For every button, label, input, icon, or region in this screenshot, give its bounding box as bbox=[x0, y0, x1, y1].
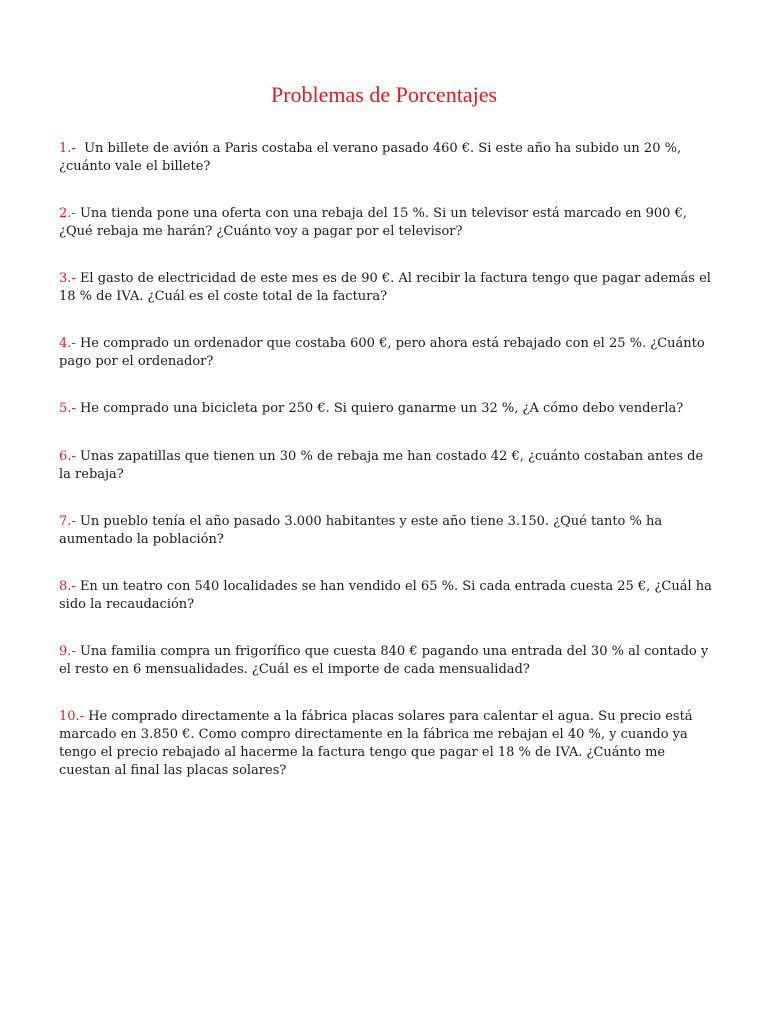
problem-text: Una familia compra un frigorífico que cuesta 840 € pagando una entrada del 30 % al contado y el resto en 6 mensualidades. ¿Cuál es el importe de cada mensualidad? bbox=[59, 644, 709, 677]
problem-number: 6.- bbox=[59, 449, 76, 464]
problem-number: 3.- bbox=[59, 271, 76, 286]
problem-2 bbox=[59, 205, 714, 241]
problem-number: 10.- bbox=[59, 709, 85, 724]
problem-text: He comprado un ordenador que costaba 600 €, pero ahora está rebajado con el 25 %. ¿Cuánto pago por el ordenador? bbox=[59, 336, 705, 369]
problem-6 bbox=[59, 448, 714, 484]
problem-text: El gasto de electricidad de este mes es de 90 €. Al recibir la factura tengo que pagar además el 18 % de IVA. ¿Cuál es el coste total de la factura? bbox=[59, 271, 711, 304]
problem-number: 1.- bbox=[59, 141, 76, 156]
problem-number: 4.- bbox=[59, 336, 76, 351]
problem-number: 5.- bbox=[59, 401, 76, 416]
problem-text: He comprado una bicicleta por 250 €. Si quiero ganarme un 32 %, ¿A cómo debo venderla? bbox=[79, 401, 684, 416]
problem-text: Una tienda pone una oferta con una rebaja del 15 %. Si un televisor está marcado en 900 €, ¿Qué rebaja me harán? ¿Cuánto voy a pagar por el televisor? bbox=[59, 206, 687, 239]
problem-number: 2.- bbox=[59, 206, 76, 221]
problem-number: 7.- bbox=[59, 514, 76, 529]
problem-number: 9.- bbox=[59, 644, 76, 659]
problem-text: Un billete de avión a Paris costaba el verano pasado 460 €. Si este año ha subido un 20 %, ¿cuánto vale el billete? bbox=[59, 141, 682, 174]
problem-9 bbox=[59, 643, 714, 679]
problem-text: En un teatro con 540 localidades se han vendido el 65 %. Si cada entrada cuesta 25 €, ¿Cuál ha sido la recaudación? bbox=[59, 579, 712, 612]
problem-1 bbox=[59, 140, 714, 176]
problem-text: He comprado directamente a la fábrica placas solares para calentar el agua. Su precio está marcado en 3.850 €. Como compro directamente en la fábrica me rebajan el 40 %, y cuando ya tengo el precio rebajado al hacerme la factura tengo que pagar el 18 % de IVA. ¿Cuánto me cuestan al final las placas solares? bbox=[59, 709, 693, 778]
problem-5 bbox=[59, 400, 714, 418]
problem-number: 8.- bbox=[59, 579, 76, 594]
problem-8 bbox=[59, 578, 714, 614]
problem-3 bbox=[59, 270, 714, 306]
page-title: Problemas de Porcentajes bbox=[270, 82, 498, 107]
problem-text: Un pueblo tenía el año pasado 3.000 habitantes y este año tiene 3.150. ¿Qué tanto % ha aumentado la población? bbox=[59, 514, 663, 547]
problem-text: Unas zapatillas que tienen un 30 % de rebaja me han costado 42 €, ¿cuánto costaban antes de la rebaja? bbox=[59, 449, 704, 482]
problem-4 bbox=[59, 335, 714, 371]
problem-7 bbox=[59, 513, 714, 549]
problem-10 bbox=[59, 708, 714, 780]
